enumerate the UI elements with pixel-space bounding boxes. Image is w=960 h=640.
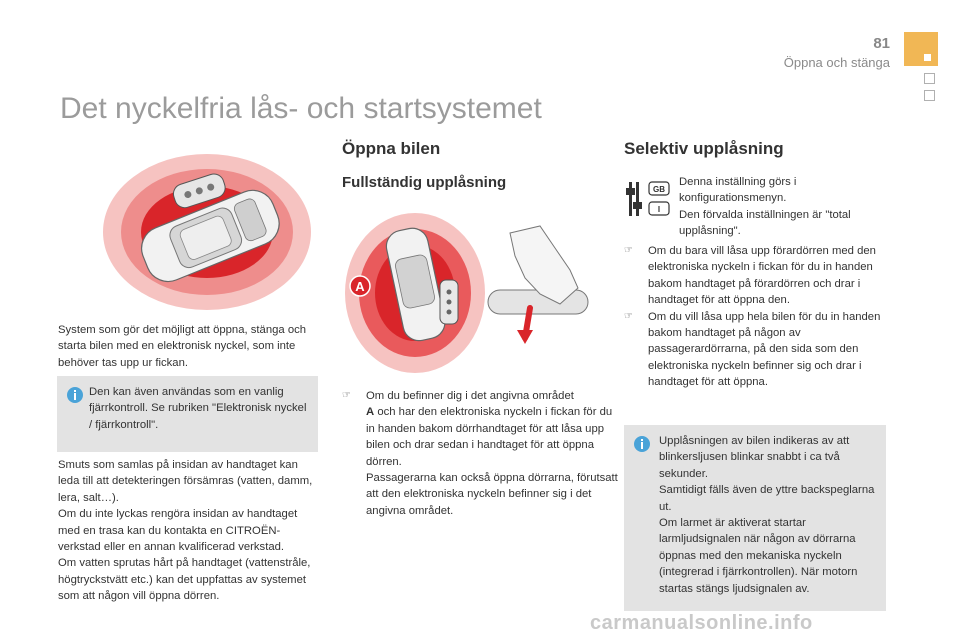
bullet-icon: ☞	[624, 310, 633, 322]
note-box	[624, 425, 886, 611]
watermark: carmanualsonline.info	[590, 612, 813, 634]
page-title: Det nyckelfria lås- och startsystemet	[60, 92, 542, 125]
note-box	[57, 376, 318, 452]
bullet-text: Om du bara vill låsa upp förardörren med den elektroniska nyckeln i fickan för du in handen bakom handtaget på förardörren och drar i handtaget för att öppna den.	[648, 245, 876, 307]
config-line: Denna inställning görs i konfigurationsmenyn.	[679, 176, 797, 205]
bullet-icon: ☞	[342, 390, 351, 401]
info-icon	[634, 436, 650, 452]
icon-label-i: I	[657, 205, 661, 214]
car-detection-zone-illustration	[100, 140, 315, 315]
page-number: 81	[873, 35, 890, 52]
zone-marker-a: A	[355, 279, 365, 294]
info-icon	[67, 387, 83, 403]
note-line: Om larmet är aktiverat startar larmljudsignalen när någon av dörrarna öppnas med den mekaniska nyckeln (integrerad i fjärrkontrollen). När motorn startas stängs ljudsignalen av.	[659, 517, 858, 595]
bullet-item	[624, 243, 886, 309]
bullet-text: Om du vill låsa upp hela bilen för du in handen bakom handtaget på någon av passagerardörrarna, på den sida som den elektroniska nyckeln befinner sig och drar i handtaget för att öppna.	[648, 310, 881, 389]
unlock-bullet	[342, 388, 622, 519]
chapter-tab	[924, 73, 935, 84]
bullet-icon: ☞	[624, 245, 633, 256]
note-text	[659, 433, 881, 597]
zone-ref: A	[366, 406, 375, 419]
selective-bullets	[624, 243, 886, 391]
bullet-lead: Om du befinner dig i det angivna området	[366, 390, 574, 402]
section-name: Öppna och stänga	[783, 55, 890, 70]
config-line: Den förvalda inställningen är "total upplåsning".	[679, 208, 851, 238]
note-text: Den kan även användas som en vanlig fjärrkontroll. Se rubriken "Elektronisk nyckel / fjärrkontroll".	[89, 386, 307, 431]
bullet-extra: Passagerarna kan också öppna dörrarna, förutsatt att den elektroniska nyckeln befinner sig i det angivna området.	[366, 472, 618, 517]
chapter-tab	[924, 90, 935, 101]
chapter-tab-active	[904, 32, 938, 66]
unlock-zone-illustration	[340, 208, 595, 373]
note-line: Upplåsningen av bilen indikeras av att blinkersljusen blinkar snabbt i ca två sekunder.	[659, 435, 850, 480]
section-heading: Selektiv upplåsning	[624, 139, 784, 158]
maintenance-text	[58, 457, 320, 605]
note-line: Samtidigt fälls även de yttre backspeglarna ut.	[659, 484, 875, 513]
subsection-heading: Fullständig upplåsning	[342, 174, 507, 191]
section-heading: Öppna bilen	[342, 139, 441, 158]
menu-settings-icon	[625, 178, 673, 220]
intro-text: System som gör det möjligt att öppna, stänga och starta bilen med en elektronisk nyckel, som inte behöver tas upp ur fickan.	[58, 324, 307, 369]
paragraph: Om du inte lyckas rengöra insidan av handtaget med en trasa kan du kontakta en CITROËN-verkstad eller en annan kvalificerad verkstad.	[58, 508, 298, 554]
icon-label-gb: GB	[653, 185, 665, 194]
config-text	[679, 174, 884, 240]
bullet-item	[624, 309, 886, 391]
paragraph: Smuts som samlas på insidan av handtaget kan leda till att detekteringen försämras (vatten, damm, lera, salt…).	[58, 459, 313, 504]
paragraph: Om vatten sprutas hårt på handtaget (vattenstråle, högtryckstvätt etc.) kan det uppfattas av systemet som att någon vill öppna dörren.	[58, 557, 311, 603]
bullet-rest: och har den elektroniska nyckeln i fickan för du in handen bakom dörrhandtaget för att låsa upp bilen och drar sedan i handtaget för att öppna dörren.	[366, 406, 613, 468]
